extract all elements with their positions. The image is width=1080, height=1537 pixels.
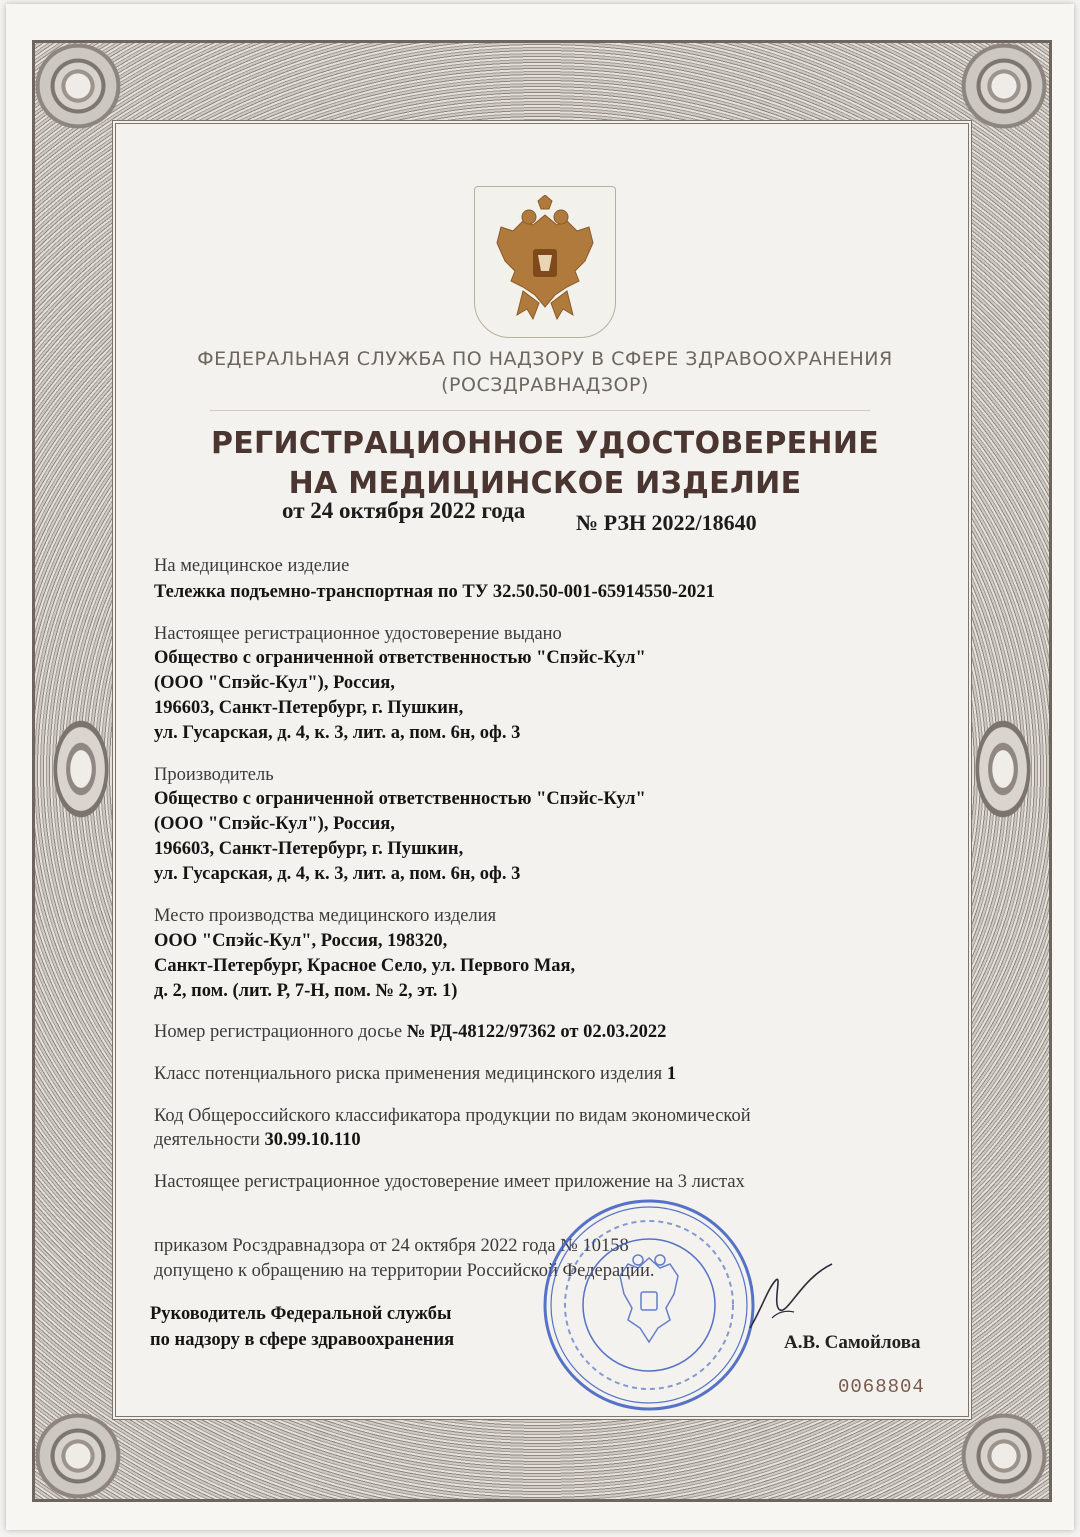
corner-ornament-top-left (30, 38, 126, 134)
agency-name: ФЕДЕРАЛЬНАЯ СЛУЖБА ПО НАДЗОРУ В СФЕРЕ ЗДРАВООХРАНЕНИЯ (197, 348, 893, 370)
side-ornament-right (966, 704, 1040, 834)
appendix-note: Настоящее регистрационное удостоверение имеет приложение на 3 листах (154, 1172, 745, 1192)
production-site-line: ООО "Спэйс-Кул", Россия, 198320, (154, 931, 448, 951)
signatory-position: Руководитель Федеральной службы (150, 1304, 452, 1324)
order-line: приказом Росздравнадзора от 24 октября 2022 года № 10158 (154, 1236, 629, 1256)
side-ornament-left (44, 704, 118, 834)
okpd-label-cont: деятельности (154, 1130, 260, 1150)
serial-number: 0068804 (838, 1376, 925, 1398)
corner-ornament-bottom-left (30, 1408, 126, 1504)
handwritten-signature (742, 1258, 838, 1336)
round-seal-icon (540, 1196, 758, 1414)
official-stamp (540, 1196, 758, 1414)
coat-of-arms-emblem (474, 186, 616, 338)
document-title: РЕГИСТРАЦИОННОЕ УДОСТОВЕРЕНИЕ (210, 426, 880, 461)
agency-abbreviation: (РОСЗДРАВНАДЗОР) (441, 374, 649, 396)
dossier-label: Номер регистрационного досье (154, 1022, 403, 1042)
device-label: На медицинское изделие (154, 556, 350, 576)
registration-number: № РЗН 2022/18640 (576, 510, 757, 535)
risk-class-label: Класс потенциального риска применения медицинского изделия (154, 1064, 663, 1084)
issued-to-line: 196603, Санкт-Петербург, г. Пушкин, (154, 698, 464, 718)
dossier-number: № РД-48122/97362 от 02.03.2022 (406, 1022, 667, 1042)
production-site-label: Место производства медицинского изделия (154, 906, 497, 926)
issued-to-line: Общество с ограниченной ответственностью "Спэйс-Кул" (154, 648, 646, 668)
manufacturer-line: 196603, Санкт-Петербург, г. Пушкин, (154, 839, 464, 859)
device-name: Тележка подъемно-транспортная по ТУ 32.50.50-001-65914550-2021 (154, 582, 715, 602)
issue-date: от 24 октября 2022 года (282, 498, 526, 523)
okpd-row (154, 1128, 361, 1153)
signatory-name: А.В. Самойлова (784, 1332, 921, 1353)
signatory-position: по надзору в сфере здравоохранения (150, 1330, 455, 1350)
okpd-label: Код Общероссийского классификатора продукции по видам экономической (154, 1106, 751, 1126)
order-line: допущено к обращению на территории Российской Федерации. (154, 1261, 655, 1281)
issued-to-line: (ООО "Спэйс-Кул"), Россия, (154, 673, 395, 693)
corner-ornament-top-right (956, 38, 1052, 134)
risk-class-row (154, 1062, 676, 1087)
risk-class-value: 1 (666, 1064, 677, 1084)
issued-to-label: Настоящее регистрационное удостоверение выдано (154, 624, 562, 644)
double-headed-eagle-icon (483, 195, 607, 327)
manufacturer-line: Общество с ограниченной ответственностью "Спэйс-Кул" (154, 789, 646, 809)
production-site-line: Санкт-Петербург, Красное Село, ул. Первого Мая, (154, 956, 576, 976)
production-site-line: д. 2, пом. (лит. Р, 7-Н, пом. № 2, эт. 1) (154, 981, 458, 1001)
document-subtitle: НА МЕДИЦИНСКОЕ ИЗДЕЛИЕ (288, 466, 802, 501)
manufacturer-label: Производитель (154, 765, 274, 785)
header-divider (210, 410, 870, 411)
manufacturer-line: (ООО "Спэйс-Кул"), Россия, (154, 814, 395, 834)
manufacturer-line: ул. Гусарская, д. 4, к. 3, лит. а, пом. 6н, оф. 3 (154, 864, 521, 884)
dossier-row (154, 1020, 666, 1045)
issued-to-line: ул. Гусарская, д. 4, к. 3, лит. а, пом. 6н, оф. 3 (154, 723, 521, 743)
okpd-code: 30.99.10.110 (264, 1130, 361, 1150)
corner-ornament-bottom-right (956, 1408, 1052, 1504)
